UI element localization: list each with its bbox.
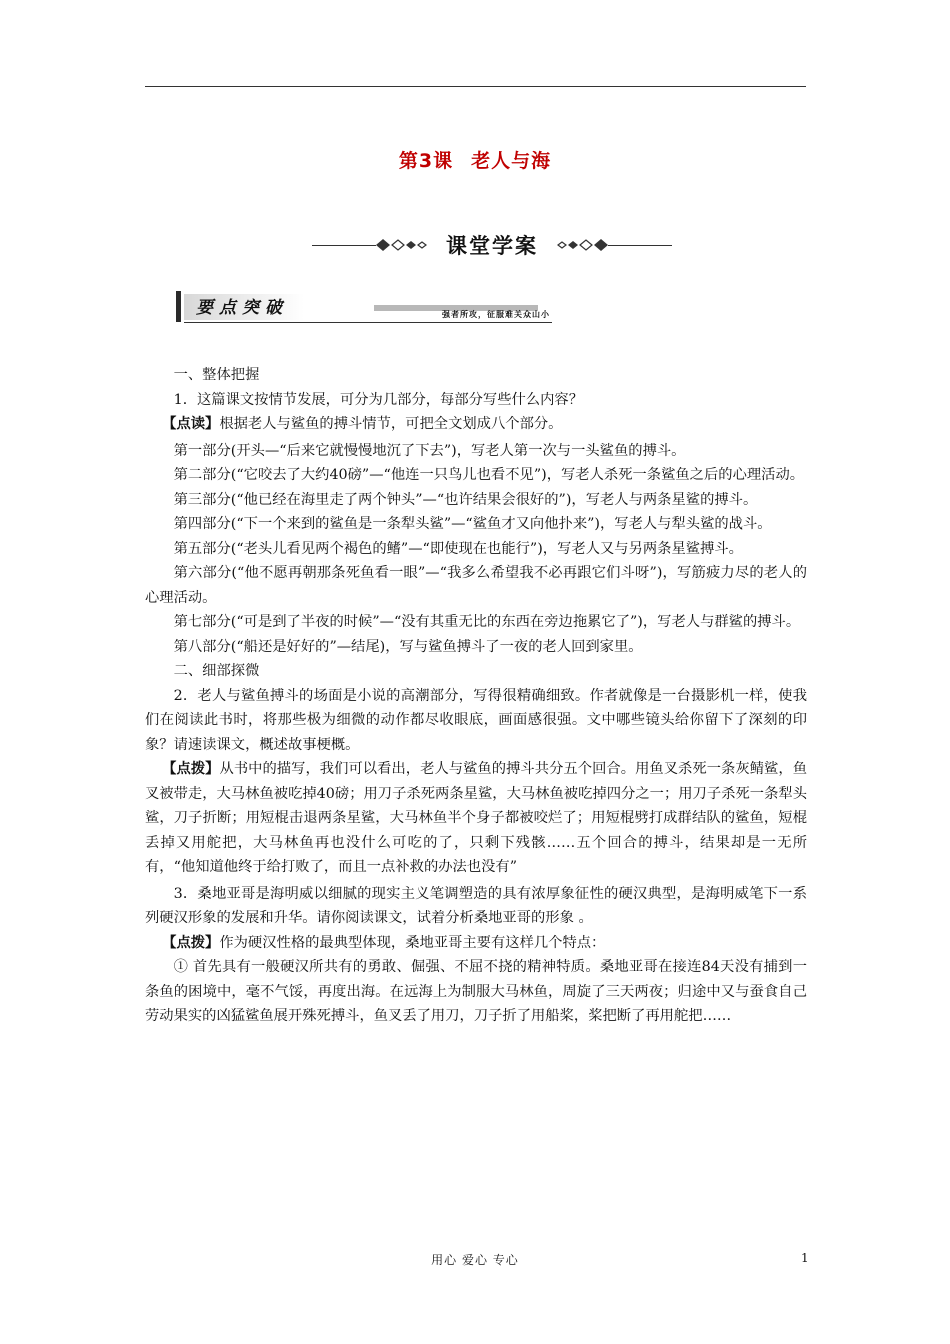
banner-motto: 强者所攻，征服难关众山小 [442, 310, 550, 319]
tag-guide: 【点拨】 [162, 934, 220, 951]
tag-guide: 【点拨】 [162, 761, 220, 777]
question-2: 2．老人与鲨鱼搏斗的场面是小说的高潮部分，写得很精确细致。作者就像是一台摄影机一样，使我们在阅读此书时，将那些极为细微的动作都尽收眼底，画面感很强。文中哪些镜头给你留下了深刻的印象？请速读课文，概述故事梗概。 [145, 687, 807, 753]
section-heading-detail: 二、细部探微 [173, 663, 260, 679]
part-8: 第八部分(“船还是好好的”—结尾)，写与鲨鱼搏斗了一夜的老人回到家里。 [173, 638, 643, 655]
page-number: 1 [801, 1251, 809, 1265]
part-7: 第七部分(“可是到了半夜的时候”—“没有其重无比的东西在旁边拖累它了”)，写老人与群鲨的搏斗。 [173, 614, 801, 630]
section-heading [312, 230, 672, 260]
heading-rule-right [608, 245, 672, 246]
lesson-number: 第3课 [398, 150, 454, 172]
part-5: 第五部分(“老头儿看见两个褐色的鳍”—“即使现在也能行”)，写老人又与另两条星鲨搏斗。 [173, 540, 743, 557]
part-6: 第六部分(“他不愿再朝那条死鱼看一眼”—“我多么希望我不必再跟它们斗呀”)，写筋疲力尽的老人的心理活动。 [145, 565, 807, 606]
footer-motto: 用心 爱心 专心 [431, 1253, 519, 1267]
lesson-body [145, 363, 807, 1029]
banner-underline [184, 322, 552, 323]
answer-1: 【点读】根据老人与鲨鱼的搏斗情节，可把全文划成八个部分。 [162, 416, 563, 432]
answer-3: 【点拨】作为硬汉性格的最典型体现，桑地亚哥主要有这样几个特点： [162, 934, 606, 951]
header-rule [145, 86, 806, 87]
lesson-title [0, 146, 950, 173]
part-2: 第二部分(“它咬去了大约40磅”—“他连一只鸟儿也看不见”)，写老人杀死一条鲨鱼之后的心理活动。 [173, 467, 805, 483]
part-1: 第一部分(开头—“后来它就慢慢地沉了下去”)，写老人第一次与一头鲨鱼的搏斗。 [173, 442, 686, 459]
section-heading-overall: 一、整体把握 [173, 367, 260, 383]
tag-read: 【点读】 [162, 416, 220, 432]
question-1: 1．这篇课文按情节发展，可分为几部分，每部分写些什么内容？ [173, 391, 583, 408]
part-3: 第三部分(“他已经在海里走了两个钟头”—“也许结果会很好的”)，写老人与两条星鲨的搏斗。 [173, 491, 758, 508]
question-3: 3．桑地亚哥是海明威以细腻的现实主义笔调塑造的具有浓厚象征性的硬汉典型，是海明威笔下一系列硬汉形象的发展和升华。请你阅读课文，试着分析桑地亚哥的形象 。 [145, 885, 807, 926]
lesson-name: 老人与海 [471, 150, 552, 172]
banner-title: 要点突破 [196, 298, 288, 318]
heading-rule-left [312, 245, 376, 246]
trait-1: ① 首先具有一般硬汉所共有的勇敢、倔强、不屈不挠的精神特质。桑地亚哥在接连84天没有捕到一条鱼的困境中，毫不气馁，再度出海。在远海上为制服大马林鱼，周旋了三天两夜；归途中又与蚕食自己劳动果实的凶猛鲨鱼展开殊死搏斗，鱼叉丢了用刀，刀子折了用船桨，桨把断了再用舵把…… [145, 959, 807, 1024]
key-points-banner [176, 291, 552, 325]
banner-bar [176, 291, 181, 322]
section-title: 课堂学案 [446, 234, 538, 258]
part-4: 第四部分(“下一个来到的鲨鱼是一条犁头鲨”—“鲨鱼才又向他扑来”)，写老人与犁头鲨的战斗。 [173, 516, 772, 532]
answer-2: 【点拨】从书中的描写，我们可以看出，老人与鲨鱼的搏斗共分五个回合。用鱼叉杀死一条灰鲭鲨，鱼叉被带走，大马林鱼被吃掉40磅；用刀子杀死两条星鲨，大马林鱼被吃掉四分之一；用刀子杀死一条犁头鲨，刀子折断；用短棍击退两条星鲨，大马林鱼半个身子都被咬烂了；用短棍劈打成群结队的鲨鱼，短棍丢掉又用舵把，大马林鱼再也没什么可吃的了，只剩下残骸……五个回合的搏斗，结果却是一无所有，“他知道他终于给打败了，而且一点补救的办法也没有” [145, 761, 808, 875]
diamond-ornament-icon [374, 238, 430, 252]
diamond-ornament-icon [554, 238, 610, 252]
